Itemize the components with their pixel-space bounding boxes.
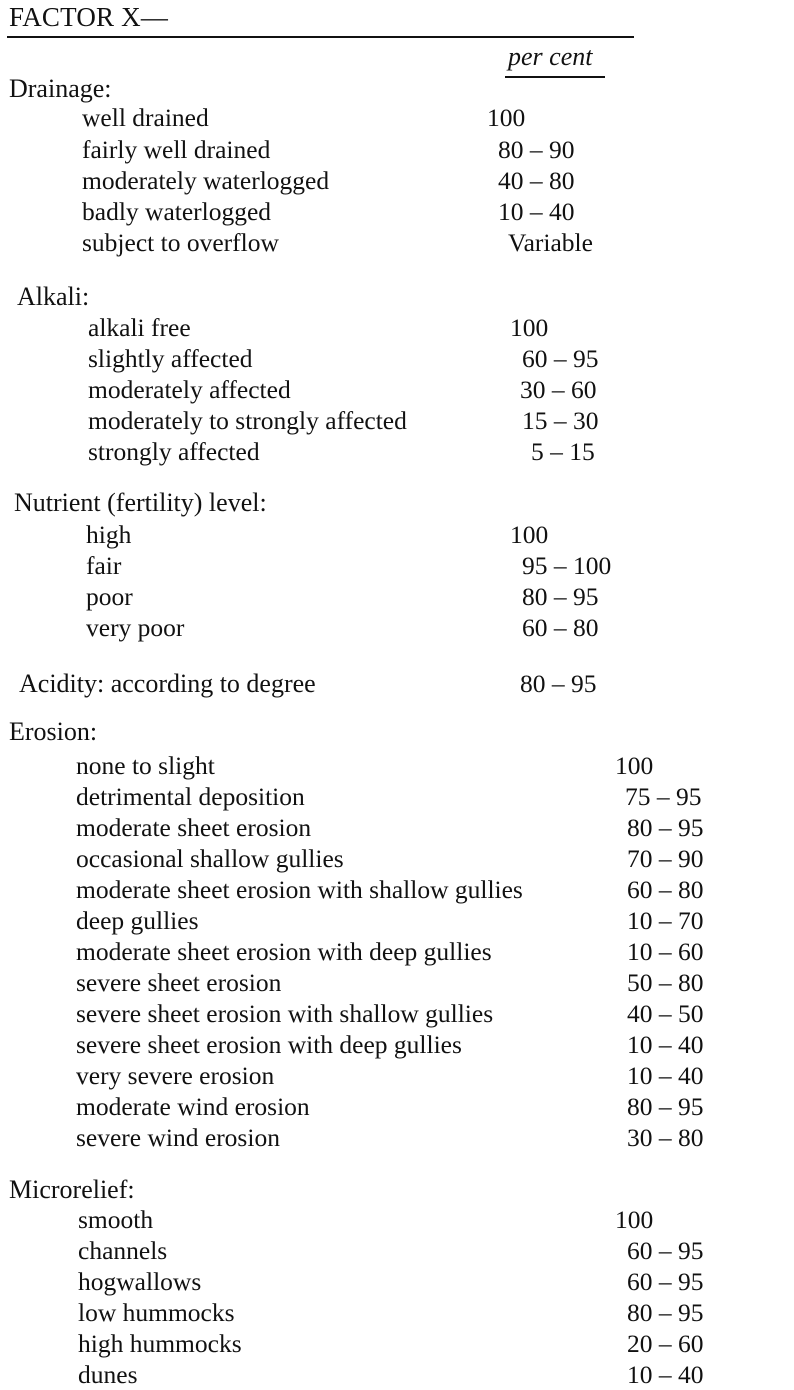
factor-row-value: 60 – 95 bbox=[627, 1267, 704, 1296]
factor-row-value: 95 – 100 bbox=[522, 551, 612, 580]
factor-row-value: 80 – 95 bbox=[627, 1092, 704, 1121]
factor-row-value: 100 bbox=[615, 751, 654, 780]
title-rule bbox=[7, 36, 634, 38]
factor-row-label: slightly affected bbox=[88, 344, 253, 373]
page-title: FACTOR X— bbox=[9, 2, 169, 32]
section-heading: Microrelief: bbox=[9, 1175, 135, 1204]
factor-row-value: Variable bbox=[508, 228, 593, 257]
factor-row-label: fairly well drained bbox=[82, 135, 271, 164]
factor-row-label: moderately affected bbox=[88, 375, 291, 404]
factor-row-value: 70 – 90 bbox=[627, 844, 704, 873]
factor-row-value: 10 – 40 bbox=[498, 197, 575, 226]
factor-row-value: 60 – 95 bbox=[522, 344, 599, 373]
factor-row-label: moderate sheet erosion with shallow gullies bbox=[76, 875, 523, 904]
factor-row-label: severe wind erosion bbox=[76, 1123, 280, 1152]
factor-row-label: fair bbox=[86, 551, 122, 580]
factor-row-label: low hummocks bbox=[78, 1298, 235, 1327]
factor-row-label: badly waterlogged bbox=[82, 197, 272, 226]
factor-row-label: occasional shallow gullies bbox=[76, 844, 344, 873]
factor-row-value: 100 bbox=[487, 103, 526, 132]
factor-row-value: 80 – 90 bbox=[498, 135, 575, 164]
unit-header: per cent bbox=[508, 42, 593, 71]
section-heading-value: 80 – 95 bbox=[520, 669, 597, 698]
factor-row-label: channels bbox=[78, 1236, 168, 1265]
factor-row-value: 30 – 60 bbox=[520, 375, 597, 404]
factor-row-label: severe sheet erosion with shallow gullies bbox=[76, 999, 494, 1028]
factor-row-value: 10 – 40 bbox=[627, 1030, 704, 1059]
factor-row-label: dunes bbox=[78, 1360, 138, 1389]
factor-row-label: very severe erosion bbox=[76, 1061, 275, 1090]
factor-row-label: moderate wind erosion bbox=[76, 1092, 310, 1121]
factor-row-value: 100 bbox=[615, 1205, 654, 1234]
factor-row-label: moderate sheet erosion bbox=[76, 813, 312, 842]
unit-underline bbox=[505, 76, 605, 78]
factor-row-value: 80 – 95 bbox=[627, 813, 704, 842]
factor-row-label: high hummocks bbox=[78, 1329, 242, 1358]
factor-row-label: poor bbox=[86, 582, 133, 611]
factor-row-value: 40 – 80 bbox=[498, 166, 575, 195]
factor-row-value: 60 – 95 bbox=[627, 1236, 704, 1265]
factor-row-label: detrimental deposition bbox=[76, 782, 305, 811]
factor-row-label: well drained bbox=[82, 103, 209, 132]
factor-row-label: smooth bbox=[78, 1205, 154, 1234]
factor-row-value: 10 – 40 bbox=[627, 1061, 704, 1090]
factor-row-label: severe sheet erosion bbox=[76, 968, 282, 997]
factor-row-label: hogwallows bbox=[78, 1267, 202, 1296]
factor-row-value: 20 – 60 bbox=[627, 1329, 704, 1358]
factor-row-label: moderate sheet erosion with deep gullies bbox=[76, 937, 492, 966]
factor-row-value: 100 bbox=[510, 520, 549, 549]
factor-row-value: 80 – 95 bbox=[627, 1298, 704, 1327]
factor-row-label: none to slight bbox=[76, 751, 215, 780]
section-heading: Nutrient (fertility) level: bbox=[14, 488, 267, 517]
factor-row-label: deep gullies bbox=[76, 906, 199, 935]
factor-row-label: strongly affected bbox=[88, 437, 260, 466]
factor-row-label: alkali free bbox=[88, 313, 191, 342]
factor-row-value: 5 – 15 bbox=[531, 437, 595, 466]
factor-row-value: 100 bbox=[510, 313, 549, 342]
factor-row-label: moderately to strongly affected bbox=[88, 406, 407, 435]
factor-row-label: moderately waterlogged bbox=[82, 166, 330, 195]
factor-row-value: 50 – 80 bbox=[627, 968, 704, 997]
factor-row-value: 60 – 80 bbox=[522, 613, 599, 642]
factor-row-label: subject to overflow bbox=[82, 228, 279, 257]
factor-row-value: 60 – 80 bbox=[627, 875, 704, 904]
factor-row-value: 15 – 30 bbox=[522, 406, 599, 435]
factor-row-value: 10 – 40 bbox=[627, 1360, 704, 1389]
factor-row-value: 10 – 70 bbox=[627, 906, 704, 935]
factor-row-value: 75 – 95 bbox=[625, 782, 702, 811]
factor-row-value: 40 – 50 bbox=[627, 999, 704, 1028]
section-heading: Erosion: bbox=[9, 717, 98, 746]
factor-row-value: 80 – 95 bbox=[522, 582, 599, 611]
section-heading: Drainage: bbox=[9, 74, 112, 103]
factor-row-label: severe sheet erosion with deep gullies bbox=[76, 1030, 462, 1059]
factor-row-label: very poor bbox=[86, 613, 185, 642]
section-heading: Alkali: bbox=[17, 282, 90, 311]
section-heading: Acidity: according to degree bbox=[19, 669, 316, 698]
factor-row-value: 10 – 60 bbox=[627, 937, 704, 966]
factor-row-label: high bbox=[86, 520, 132, 549]
factor-row-value: 30 – 80 bbox=[627, 1123, 704, 1152]
